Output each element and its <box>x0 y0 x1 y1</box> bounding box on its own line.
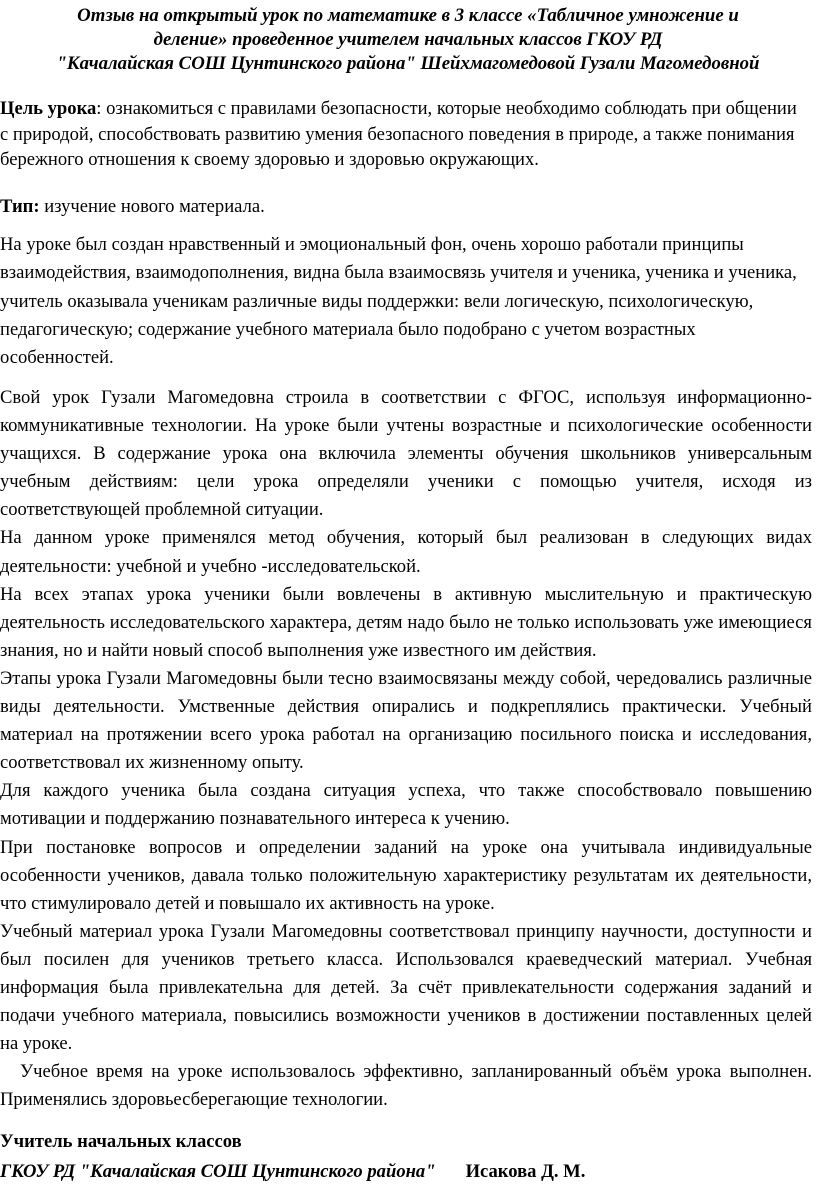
review-body <box>0 384 812 1114</box>
lesson-goal <box>0 96 800 173</box>
title-line-1: Отзыв на открытый урок по математике в 3 классе «Табличное умножение и <box>77 5 739 26</box>
type-text: изучение нового материала. <box>39 196 265 217</box>
title-line-2: деление» проведенное учителем начальных классов ГКОУ РД <box>153 29 663 50</box>
body-paragraph: Этапы урока Гузали Магомедовны были тесно взаимосвязаны между собой, чередовались различные виды деятельности. Умственные действия опирались и подкреплялись практически. Учебный материал на протяжении всего урока работал на организацию посильного поиска и исследования, соответствовал их жизненному опыту. <box>0 667 812 774</box>
signature-name: Исакова Д. М. <box>465 1161 586 1182</box>
intro-paragraph: На уроке был создан нравственный и эмоциональный фон, очень хорошо работали принципы взаимодействия, взаимодополнения, видна была взаимосвязь учителя и ученика, ученика и ученика, учитель оказывала ученикам различные виды поддержки: вели логическую, психологическую, педагогическую; содержание учебного материала было подобрано с учетом возрастных особенностей. <box>0 234 797 369</box>
document-title <box>0 4 816 76</box>
body-paragraph: На данном уроке применялся метод обучения, который был реализован в следующих видах деятельности: учебной и учебно -исследовательской. <box>0 527 812 577</box>
body-paragraph: При постановке вопросов и определении заданий на уроке она учитывала индивидуальные особенности учеников, давала только положительную характеристику результатам их деятельности, что стимулировало детей и повышало их активность на уроке. <box>0 836 812 914</box>
body-paragraph: Учебный материал урока Гузали Магомедовны соответствовал принципу научности, доступности и был посилен для учеников третьего класса. Использовался краеведческий материал. Учебная информация была привлекательна для детей. За счёт привлекательности содержания заданий и подачи учебного материала, повысились возможности учеников в достижении поставленных целей на уроке. <box>0 920 812 1055</box>
title-line-3: "Качалайская СОШ Цунтинского района" Шейхмагомедовой Гузали Магомедовной <box>56 53 760 74</box>
signature-organization: ГКОУ РД "Качалайская СОШ Цунтинского района" <box>0 1161 436 1182</box>
signature-line <box>0 1159 812 1185</box>
body-paragraph: На всех этапах урока ученики были вовлечены в активную мыслительную и практическую деятельность исследовательского характера, детям надо было не только использовать уже имеющиеся знания, но и найти новый способ выполнения уже известного им действия. <box>0 583 812 661</box>
body-paragraph: Учебное время на уроке использовалось эффективно, запланированный объём урока выполнен. Применялись здоровьесберегающие технологии. <box>0 1061 812 1111</box>
goal-label: Цель урока <box>0 98 97 119</box>
signature-position: Учитель начальных классов <box>0 1131 242 1152</box>
type-label: Тип: <box>0 196 40 217</box>
body-paragraph: Свой урок Гузали Магомедовна строила в соответствии с ФГОС, используя информационно-коммуникативные технологии. На уроке были учтены возрастные и психологические особенности учащихся. В содержание урока она включила элементы обучения школьников универсальным учебным действиям: цели урока определяли ученики с помощью учителя, исходя из соответствующей проблемной ситуации. <box>0 387 812 521</box>
body-paragraph: Для каждого ученика была создана ситуация успеха, что также способствовало повышению мотивации и поддержанию познавательного интереса к учению. <box>0 780 812 830</box>
lesson-type <box>0 194 812 220</box>
goal-text: : ознакомиться с правилами безопасности, которые необходимо соблюдать при общении с природой, способствовать развитию умения безопасного поведения в природе, а также понимания бережного отношения к своему здоровью и здоровью окружающих. <box>0 98 797 170</box>
